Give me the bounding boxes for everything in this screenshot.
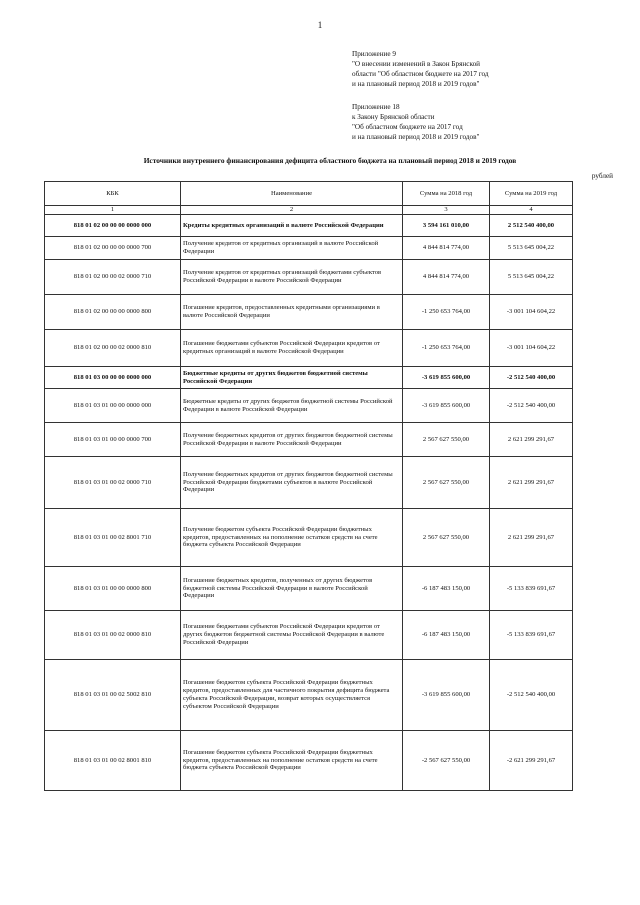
table-row [45,567,573,611]
sum-2019-cell: 2 621 299 291,67 [490,423,573,457]
sum-2018-cell: 2 567 627 550,00 [403,457,490,509]
name-cell: Бюджетные кредиты от других бюджетов бюджетной системы Российской Федерации [181,367,403,389]
name-cell: Погашение бюджетами субъектов Российской Федерации кредитов от других бюджетов бюджетной системы Российской Федерации в валюте Российской Федерации [181,611,403,660]
kbk-cell: 818 01 03 01 00 02 8001 810 [45,731,181,791]
column-number: 4 [490,206,573,215]
table-row [45,423,573,457]
column-number: 1 [45,206,181,215]
appendix-line: и на плановый период 2018 и 2019 годов" [352,80,480,88]
name-cell: Погашение бюджетных кредитов, полученных от других бюджетов бюджетной системы Российской Федерации в валюте Российской Федерации [181,567,403,611]
column-number-row [45,206,573,215]
column-number: 3 [403,206,490,215]
sum-2018-cell: -1 250 653 764,00 [403,330,490,367]
header-sum-2018: Сумма на 2018 год [403,182,490,206]
sum-2019-cell: -3 001 104 604,22 [490,330,573,367]
name-cell: Погашение кредитов, предоставленных кредитными организациями в валюте Российской Федерации [181,295,403,330]
sum-2018-cell: -1 250 653 764,00 [403,295,490,330]
sum-2019-cell: -5 133 839 691,67 [490,567,573,611]
sum-2019-cell: 2 512 540 400,00 [490,215,573,237]
financing-sources-table [44,181,573,791]
name-cell: Погашение бюджетом субъекта Российской Федерации бюджетных кредитов, предоставленных для частичного покрытия дефицита бюджета субъекта Российской Федерации, возврат которых осуществляется субъектом Российской Федерации [181,660,403,731]
kbk-cell: 818 01 03 01 00 00 0000 800 [45,567,181,611]
sum-2018-cell: -6 187 483 150,00 [403,567,490,611]
sum-2019-cell: 5 513 645 004,22 [490,260,573,295]
kbk-cell: 818 01 03 00 00 00 0000 000 [45,367,181,389]
header-kbk: КБК [45,182,181,206]
kbk-cell: 818 01 02 00 00 00 0000 800 [45,295,181,330]
header-name: Наименование [181,182,403,206]
table-row [45,731,573,791]
sum-2018-cell: -3 619 855 600,00 [403,367,490,389]
table-header-row [45,182,573,206]
name-cell: Кредиты кредитных организаций в валюте Российской Федерации [181,215,403,237]
table-row [45,295,573,330]
name-cell: Получение бюджетных кредитов от других бюджетов бюджетной системы Российской Федерации в валюте Российской Федерации [181,423,403,457]
name-cell: Получение бюджетом субъекта Российской Федерации бюджетных кредитов, предоставленных на пополнение остатков средств на счете бюджета субъекта Российской Федерации [181,509,403,567]
sum-2019-cell: -5 133 839 691,67 [490,611,573,660]
kbk-cell: 818 01 03 01 00 02 5002 810 [45,660,181,731]
currency-unit: рублей [591,172,613,180]
sum-2018-cell: 4 844 814 774,00 [403,260,490,295]
document-title: Источники внутреннего финансирования дефицита областного бюджета на плановый период 2018 и 2019 годов [143,156,517,165]
kbk-cell: 818 01 02 00 00 02 0000 810 [45,330,181,367]
sum-2018-cell: 4 844 814 774,00 [403,237,490,260]
sum-2019-cell: 2 621 299 291,67 [490,457,573,509]
table-row [45,237,573,260]
table-row [45,389,573,423]
column-number: 2 [181,206,403,215]
kbk-cell: 818 01 02 00 00 00 0000 000 [45,215,181,237]
table-row [45,611,573,660]
kbk-cell: 818 01 03 01 00 02 8001 710 [45,509,181,567]
appendix-line: "Об областном бюджете на 2017 год [352,123,463,131]
kbk-cell: 818 01 02 00 00 02 0000 710 [45,260,181,295]
table-row [45,260,573,295]
sum-2018-cell: -3 619 855 600,00 [403,389,490,423]
sum-2019-cell: -2 621 299 291,67 [490,731,573,791]
sum-2018-cell: 2 567 627 550,00 [403,423,490,457]
sum-2019-cell: -3 001 104 604,22 [490,295,573,330]
appendix-line: к Закону Брянской области [352,113,435,121]
appendix-line: "О внесении изменений в Закон Брянской [352,60,481,68]
sum-2018-cell: 3 594 161 010,00 [403,215,490,237]
appendix-18-note [352,102,479,142]
sum-2019-cell: 5 513 645 004,22 [490,237,573,260]
name-cell: Погашение бюджетом субъекта Российской Федерации бюджетных кредитов, предоставленных на пополнение остатков средств на счете бюджета субъекта Российской Федерации [181,731,403,791]
name-cell: Погашение бюджетами субъектов Российской Федерации кредитов от кредитных организаций в валюте Российской Федерации [181,330,403,367]
sum-2018-cell: -2 567 627 550,00 [403,731,490,791]
sum-2019-cell: 2 621 299 291,67 [490,509,573,567]
sum-2019-cell: -2 512 540 400,00 [490,389,573,423]
name-cell: Получение кредитов от кредитных организаций бюджетами субъектов Российской Федерации в валюте Российской Федерации [181,260,403,295]
sum-2018-cell: -3 619 855 600,00 [403,660,490,731]
table-row [45,457,573,509]
name-cell: Получение бюджетных кредитов от других бюджетов бюджетной системы Российской Федерации бюджетами субъектов в валюте Российской Федерации [181,457,403,509]
kbk-cell: 818 01 03 01 00 02 0000 710 [45,457,181,509]
sum-2019-cell: -2 512 540 400,00 [490,367,573,389]
sum-2019-cell: -2 512 540 400,00 [490,660,573,731]
kbk-cell: 818 01 03 01 00 02 0000 810 [45,611,181,660]
table-row [45,367,573,389]
appendix-9-note [352,49,489,89]
sum-2018-cell: -6 187 483 150,00 [403,611,490,660]
table-row [45,509,573,567]
appendix-line: Приложение 18 [352,103,400,111]
table-row [45,660,573,731]
appendix-line: Приложение 9 [352,50,396,58]
appendix-line: области "Об областном бюджете на 2017 год [352,70,489,78]
sum-2018-cell: 2 567 627 550,00 [403,509,490,567]
kbk-cell: 818 01 03 01 00 00 0000 000 [45,389,181,423]
kbk-cell: 818 01 03 01 00 00 0000 700 [45,423,181,457]
kbk-cell: 818 01 02 00 00 00 0000 700 [45,237,181,260]
table-row [45,215,573,237]
appendix-line: и на плановый период 2018 и 2019 годов" [352,133,480,141]
name-cell: Получение кредитов от кредитных организаций в валюте Российской Федерации [181,237,403,260]
table-row [45,330,573,367]
name-cell: Бюджетные кредиты от других бюджетов бюджетной системы Российской Федерации в валюте Российской Федерации [181,389,403,423]
header-sum-2019: Сумма на 2019 год [490,182,573,206]
page-number: 1 [317,20,323,30]
table-body [45,215,573,791]
